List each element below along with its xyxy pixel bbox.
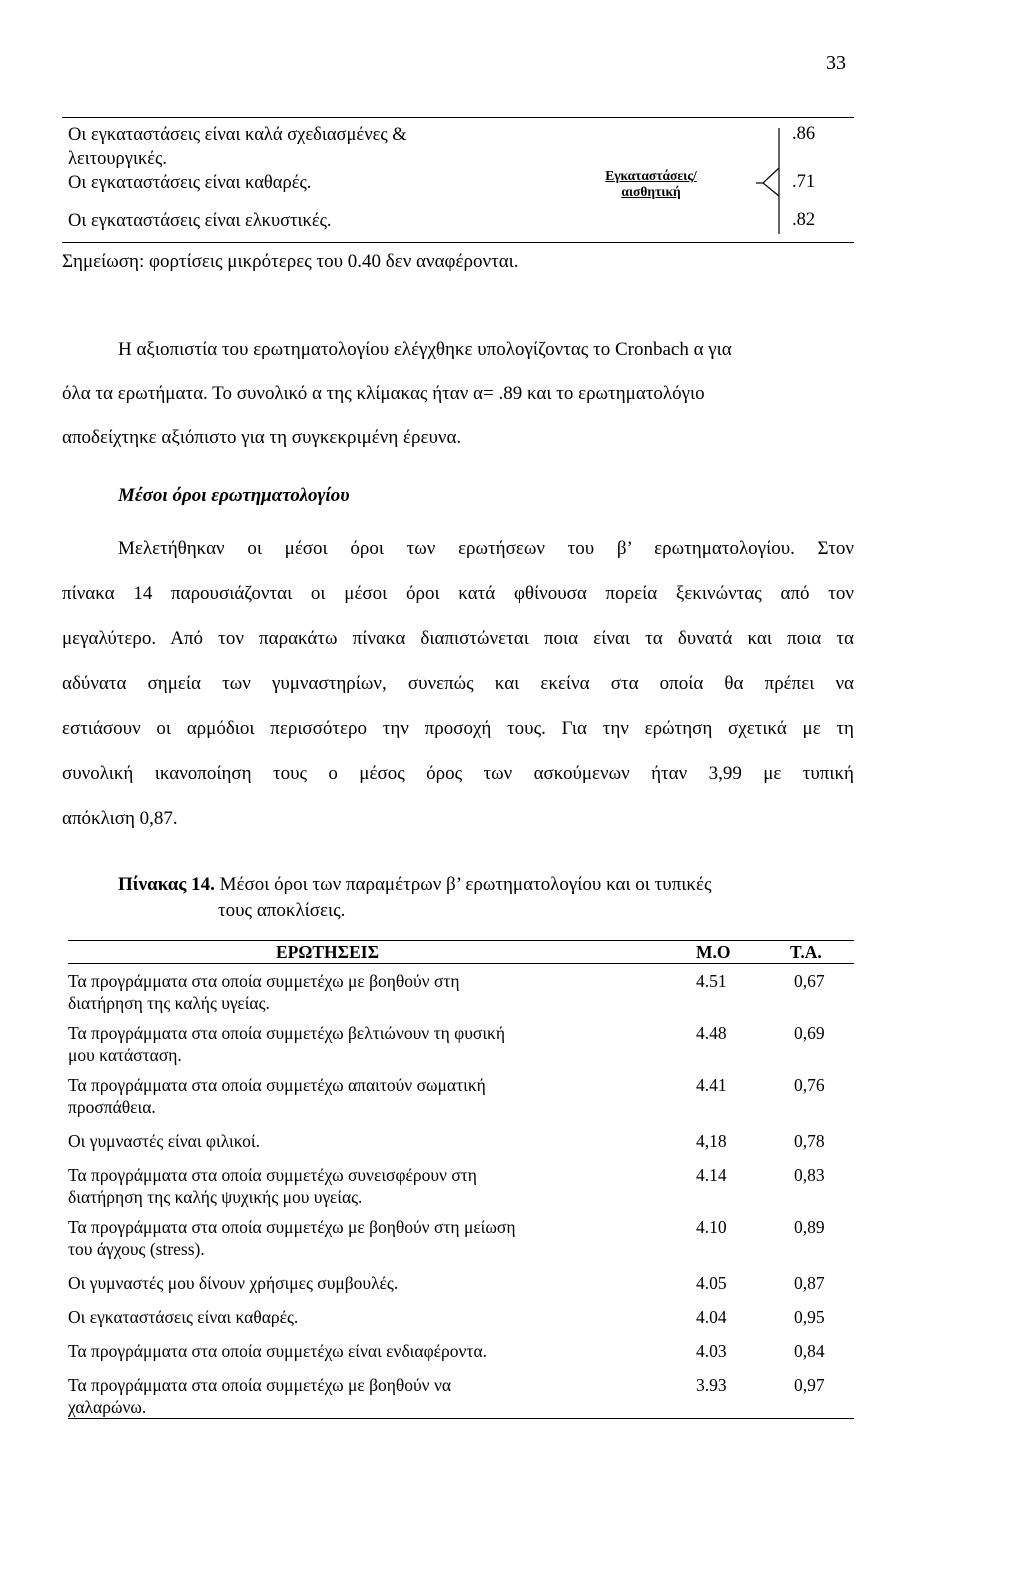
group-label-line1: Εγκαταστάσεις/	[605, 168, 697, 183]
page-number: 33	[826, 52, 846, 74]
table-row	[68, 1074, 854, 1118]
sd-value: 0,76	[794, 1075, 825, 1095]
table-row	[68, 1340, 854, 1362]
reliability-line-3: αποδείχτηκε αξιόπιστο για τη συγκεκριμένη έρευνα.	[62, 427, 462, 448]
reliability-paragraph	[62, 328, 854, 460]
question-line-1: Οι γυμναστές είναι φιλικοί.	[68, 1131, 260, 1151]
table-header	[68, 940, 854, 964]
question-text	[68, 1022, 683, 1066]
question-line-2: χαλαρώνω.	[68, 1397, 147, 1417]
question-text	[68, 1216, 683, 1260]
table-row	[68, 1130, 854, 1152]
means-line-2: πίνακα 14 παρουσιάζονται οι μέσοι όροι κατά φθίνουσα πορεία ξεκινώντας από τον	[62, 583, 854, 604]
loading-1: .86	[792, 124, 816, 144]
means-line-7: απόκλιση 0,87.	[62, 808, 178, 829]
question-line-1: Τα προγράμματα στα οποία συμμετέχω συνεισφέρουν στη	[68, 1165, 477, 1185]
header-sd: Τ.Α.	[790, 942, 822, 962]
question-text	[68, 1272, 683, 1294]
mean-value: 4.14	[696, 1165, 727, 1185]
loading-2: .71	[792, 172, 816, 192]
mean-value: 4.05	[696, 1273, 727, 1293]
group-brace	[700, 124, 790, 244]
loading-3: .82	[792, 210, 816, 230]
table-row	[68, 1272, 854, 1294]
question-line-2: διατήρηση της καλής υγείας.	[68, 993, 270, 1013]
sd-value: 0,89	[794, 1217, 825, 1237]
question-text	[68, 1130, 683, 1152]
question-line-2: μου κατάσταση.	[68, 1045, 182, 1065]
table-row	[68, 1374, 854, 1418]
question-text	[68, 1074, 683, 1118]
question-line-1: Τα προγράμματα στα οποία συμμετέχω είναι ενδιαφέροντα.	[68, 1341, 487, 1361]
question-line-1: Τα προγράμματα στα οποία συμμετέχω βελτιώνουν τη φυσική	[68, 1023, 506, 1043]
means-line-5: εστιάσουν οι αρμόδιοι περισσότερο την προσοχή τους. Για την ερώτηση σχετικά με τη	[62, 718, 854, 739]
sd-value: 0,84	[794, 1341, 825, 1361]
table-top-rule	[62, 117, 854, 118]
question-line-1: Οι εγκαταστάσεις είναι καθαρές.	[68, 1307, 299, 1327]
sd-value: 0,83	[794, 1165, 825, 1185]
section-heading: Μέσοι όροι ερωτηματολογίου	[118, 485, 350, 506]
means-line-1: Μελετήθηκαν οι μέσοι όροι των ερωτήσεων του β’ ερωτηματολογίου. Στον	[118, 538, 854, 559]
question-line-1: Τα προγράμματα στα οποία συμμετέχω απαιτούν σωματική	[68, 1075, 486, 1095]
question-line-2: προσπάθεια.	[68, 1097, 156, 1117]
question-line-1: Τα προγράμματα στα οποία συμμετέχω με βοηθούν στη	[68, 971, 460, 991]
table-row	[68, 1216, 854, 1260]
question-line-2: διατήρηση της καλής ψυχικής μου υγείας.	[68, 1187, 363, 1207]
question-line-2: του άγχους (stress).	[68, 1239, 205, 1259]
mean-value: 4.51	[696, 971, 727, 991]
means-line-3: μεγαλύτερο. Από τον παρακάτω πίνακα διαπιστώνεται ποια είναι τα δυνατά και ποια τα	[62, 628, 854, 649]
mean-value: 4.03	[696, 1341, 727, 1361]
mean-value: 4.04	[696, 1307, 727, 1327]
means-line-6: συνολική ικανοποίηση τους ο μέσος όρος των ασκούμενων ήταν 3,99 με τυπική	[62, 763, 854, 784]
sd-value: 0,67	[794, 971, 825, 991]
table-row	[68, 1306, 854, 1328]
header-questions: ΕΡΩΤΗΣΕΙΣ	[276, 942, 380, 962]
group-label	[598, 168, 704, 200]
question-text	[68, 1164, 683, 1208]
table-bottom-border	[68, 1418, 854, 1419]
mean-value: 4.10	[696, 1217, 727, 1237]
question-text	[68, 1340, 683, 1362]
question-text	[68, 1374, 683, 1418]
means-line-4: αδύνατα σημεία των γυμναστηρίων, συνεπώς και εκείνα στα οποία θα πρέπει να	[62, 673, 854, 694]
mean-value: 4.41	[696, 1075, 727, 1095]
question-text	[68, 970, 683, 1014]
mean-value: 4,18	[696, 1131, 727, 1151]
table-14	[68, 940, 854, 1419]
sd-value: 0,97	[794, 1375, 825, 1395]
top-table-item-2: Οι εγκαταστάσεις είναι καθαρές.	[68, 173, 312, 193]
top-table-item-3: Οι εγκαταστάσεις είναι ελκυστικές.	[68, 211, 332, 231]
table-note: Σημείωση: φορτίσεις μικρότερες του 0.40 δεν αναφέρονται.	[62, 251, 519, 272]
sd-value: 0,95	[794, 1307, 825, 1327]
table-row	[68, 1022, 854, 1066]
mean-value: 3.93	[696, 1375, 727, 1395]
sd-value: 0,69	[794, 1023, 825, 1043]
means-paragraph	[62, 526, 854, 841]
top-table-item-1: Οι εγκαταστάσεις είναι καλά σχεδιασμένες &	[68, 125, 407, 145]
table-row	[68, 970, 854, 1014]
sd-value: 0,87	[794, 1273, 825, 1293]
header-mean: Μ.Ο	[696, 942, 731, 962]
caption-text-cont: τους αποκλίσεις.	[218, 900, 346, 921]
table-row	[68, 1164, 854, 1208]
reliability-line-2: όλα τα ερωτήματα. Το συνολικό α της κλίμακας ήταν α= .89 και το ερωτηματολόγιο	[62, 383, 705, 404]
table-body	[68, 970, 854, 1418]
table-caption	[118, 872, 712, 924]
mean-value: 4.48	[696, 1023, 727, 1043]
question-text	[68, 1306, 683, 1328]
question-line-1: Τα προγράμματα στα οποία συμμετέχω με βοηθούν στη μείωση	[68, 1217, 516, 1237]
question-line-1: Οι γυμναστές μου δίνουν χρήσιμες συμβουλές.	[68, 1273, 399, 1293]
sd-value: 0,78	[794, 1131, 825, 1151]
reliability-line-1: Η αξιοπιστία του ερωτηματολογίου ελέγχθηκε υπολογίζοντας το Cronbach α για	[118, 339, 732, 360]
top-table-item-1-cont: λειτουργικές.	[68, 149, 167, 169]
question-line-1: Τα προγράμματα στα οποία συμμετέχω με βοηθούν να	[68, 1375, 452, 1395]
caption-text: Μέσοι όροι των παραμέτρων β’ ερωτηματολογίου και οι τυπικές	[214, 874, 712, 895]
group-label-line2: αισθητική	[621, 184, 681, 199]
table-bottom-rule	[62, 242, 854, 243]
caption-label: Πίνακας 14.	[118, 874, 215, 895]
